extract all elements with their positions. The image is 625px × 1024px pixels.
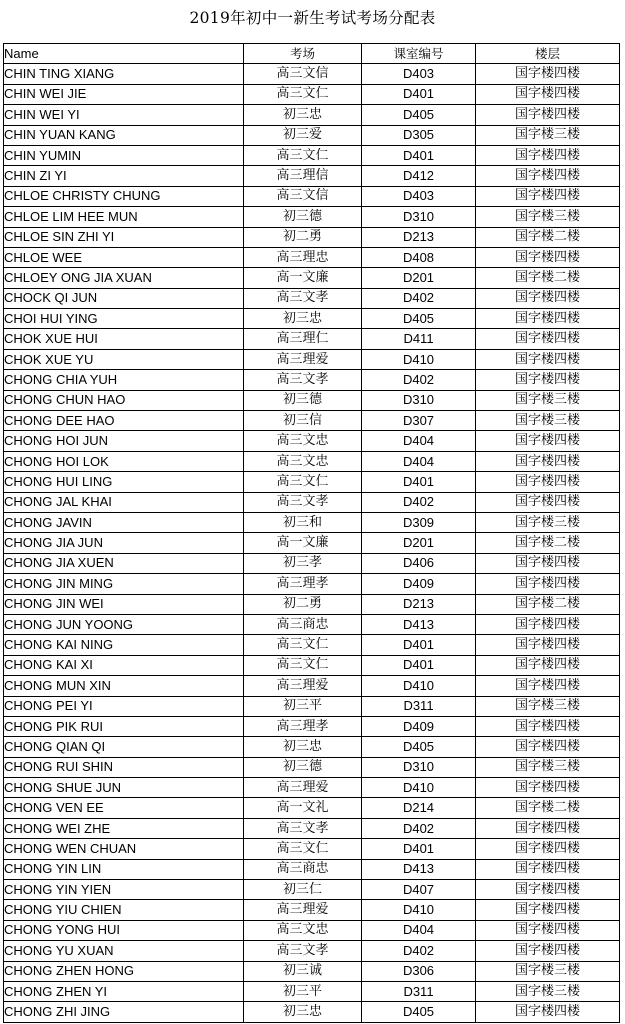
floor-cell: 国字楼四楼 <box>476 186 620 206</box>
exam-hall-cell: 高三理孝 <box>244 574 362 594</box>
table-row <box>4 941 620 961</box>
table-row <box>4 105 620 125</box>
exam-hall-cell: 高三理爱 <box>244 349 362 369</box>
floor-cell: 国字楼二楼 <box>476 798 620 818</box>
exam-hall-cell: 高三理爱 <box>244 778 362 798</box>
room-number-cell: D410 <box>362 900 476 920</box>
floor-cell: 国字楼四楼 <box>476 574 620 594</box>
student-name-cell: CHONG YIN YIEN <box>4 880 244 900</box>
table-row <box>4 757 620 777</box>
exam-hall-cell: 高三文孝 <box>244 818 362 838</box>
exam-hall-cell: 高三文忠 <box>244 431 362 451</box>
room-number-cell: D401 <box>362 839 476 859</box>
room-number-cell: D311 <box>362 981 476 1001</box>
table-row <box>4 492 620 512</box>
floor-cell: 国字楼四楼 <box>476 941 620 961</box>
exam-hall-cell: 高三文忠 <box>244 920 362 940</box>
room-number-cell: D213 <box>362 594 476 614</box>
student-name-cell: CHONG JIN WEI <box>4 594 244 614</box>
student-name-cell: CHONG JIA XUEN <box>4 553 244 573</box>
student-name-cell: CHONG MUN XIN <box>4 676 244 696</box>
student-name-cell: CHIN WEI JIE <box>4 84 244 104</box>
floor-cell: 国字楼三楼 <box>476 207 620 227</box>
room-number-cell: D409 <box>362 574 476 594</box>
table-row <box>4 268 620 288</box>
room-number-cell: D403 <box>362 64 476 84</box>
table-row <box>4 451 620 471</box>
floor-cell: 国字楼四楼 <box>476 818 620 838</box>
student-name-cell: CHONG HOI JUN <box>4 431 244 451</box>
exam-hall-cell: 高三文孝 <box>244 370 362 390</box>
exam-hall-cell: 高三商忠 <box>244 859 362 879</box>
room-number-cell: D413 <box>362 614 476 634</box>
exam-hall-cell: 高三商忠 <box>244 614 362 634</box>
exam-hall-cell: 高三理信 <box>244 166 362 186</box>
exam-hall-cell: 高三文仁 <box>244 655 362 675</box>
room-number-cell: D310 <box>362 207 476 227</box>
floor-cell: 国字楼四楼 <box>476 859 620 879</box>
student-name-cell: CHIN TING XIANG <box>4 64 244 84</box>
exam-hall-cell: 高三文仁 <box>244 145 362 165</box>
floor-cell: 国字楼四楼 <box>476 737 620 757</box>
exam-hall-cell: 高三文信 <box>244 64 362 84</box>
floor-cell: 国字楼四楼 <box>476 145 620 165</box>
student-name-cell: CHONG KAI NING <box>4 635 244 655</box>
room-number-cell: D310 <box>362 390 476 410</box>
table-row <box>4 84 620 104</box>
floor-cell: 国字楼四楼 <box>476 900 620 920</box>
floor-cell: 国字楼三楼 <box>476 411 620 431</box>
exam-hall-cell: 初三爱 <box>244 125 362 145</box>
floor-cell: 国字楼四楼 <box>476 166 620 186</box>
table-row <box>4 737 620 757</box>
floor-cell: 国字楼三楼 <box>476 981 620 1001</box>
student-name-cell: CHLOE SIN ZHI YI <box>4 227 244 247</box>
table-row <box>4 880 620 900</box>
room-number-cell: D402 <box>362 288 476 308</box>
floor-cell: 国字楼三楼 <box>476 390 620 410</box>
student-name-cell: CHONG YIU CHIEN <box>4 900 244 920</box>
table-row <box>4 676 620 696</box>
student-name-cell: CHONG ZHEN HONG <box>4 961 244 981</box>
floor-cell: 国字楼四楼 <box>476 635 620 655</box>
student-name-cell: CHLOEY ONG JIA XUAN <box>4 268 244 288</box>
table-row <box>4 247 620 267</box>
room-number-cell: D401 <box>362 655 476 675</box>
room-number-cell: D403 <box>362 186 476 206</box>
exam-hall-cell: 高三文仁 <box>244 635 362 655</box>
student-name-cell: CHONG JAVIN <box>4 512 244 532</box>
table-row <box>4 411 620 431</box>
exam-hall-cell: 高三文孝 <box>244 492 362 512</box>
table-row <box>4 696 620 716</box>
student-name-cell: CHONG RUI SHIN <box>4 757 244 777</box>
table-row <box>4 512 620 532</box>
table-row <box>4 309 620 329</box>
student-name-cell: CHONG JIN MING <box>4 574 244 594</box>
student-name-cell: CHOCK QI JUN <box>4 288 244 308</box>
room-number-cell: D404 <box>362 431 476 451</box>
table-row <box>4 431 620 451</box>
table-row <box>4 778 620 798</box>
exam-hall-cell: 高一文礼 <box>244 798 362 818</box>
room-number-cell: D402 <box>362 941 476 961</box>
student-name-cell: CHLOE CHRISTY CHUNG <box>4 186 244 206</box>
table-row <box>4 798 620 818</box>
exam-hall-cell: 初二勇 <box>244 594 362 614</box>
floor-cell: 国字楼四楼 <box>476 553 620 573</box>
room-number-cell: D408 <box>362 247 476 267</box>
floor-cell: 国字楼四楼 <box>476 655 620 675</box>
room-number-cell: D402 <box>362 492 476 512</box>
floor-cell: 国字楼三楼 <box>476 696 620 716</box>
room-number-cell: D405 <box>362 737 476 757</box>
room-number-cell: D411 <box>362 329 476 349</box>
room-number-cell: D410 <box>362 349 476 369</box>
table-row <box>4 920 620 940</box>
exam-hall-cell: 初三德 <box>244 757 362 777</box>
exam-hall-cell: 高一文廉 <box>244 533 362 553</box>
column-header-name: Name <box>4 44 244 64</box>
table-row <box>4 370 620 390</box>
exam-hall-cell: 高三文孝 <box>244 941 362 961</box>
room-number-cell: D406 <box>362 553 476 573</box>
student-name-cell: CHONG YONG HUI <box>4 920 244 940</box>
table-row <box>4 125 620 145</box>
table-header-row <box>4 44 620 64</box>
room-number-cell: D213 <box>362 227 476 247</box>
room-number-cell: D401 <box>362 635 476 655</box>
floor-cell: 国字楼二楼 <box>476 594 620 614</box>
student-name-cell: CHIN YUMIN <box>4 145 244 165</box>
floor-cell: 国字楼四楼 <box>476 472 620 492</box>
table-row <box>4 839 620 859</box>
table-row <box>4 349 620 369</box>
room-number-cell: D410 <box>362 778 476 798</box>
student-name-cell: CHONG YU XUAN <box>4 941 244 961</box>
student-name-cell: CHONG DEE HAO <box>4 411 244 431</box>
exam-allocation-table <box>3 43 620 1023</box>
room-number-cell: D410 <box>362 676 476 696</box>
exam-hall-cell: 初三平 <box>244 696 362 716</box>
student-name-cell: CHONG CHIA YUH <box>4 370 244 390</box>
floor-cell: 国字楼四楼 <box>476 247 620 267</box>
column-header-room-number: 课室编号 <box>362 44 476 64</box>
exam-hall-cell: 高三理爱 <box>244 900 362 920</box>
room-number-cell: D405 <box>362 309 476 329</box>
table-row <box>4 818 620 838</box>
room-number-cell: D401 <box>362 84 476 104</box>
exam-hall-cell: 初三忠 <box>244 1002 362 1022</box>
column-header-exam-hall: 考场 <box>244 44 362 64</box>
floor-cell: 国字楼四楼 <box>476 349 620 369</box>
floor-cell: 国字楼四楼 <box>476 105 620 125</box>
table-row <box>4 859 620 879</box>
student-name-cell: CHONG KAI XI <box>4 655 244 675</box>
student-name-cell: CHONG JUN YOONG <box>4 614 244 634</box>
table-row <box>4 635 620 655</box>
floor-cell: 国字楼四楼 <box>476 676 620 696</box>
exam-hall-cell: 高三理爱 <box>244 676 362 696</box>
floor-cell: 国字楼四楼 <box>476 370 620 390</box>
floor-cell: 国字楼四楼 <box>476 839 620 859</box>
student-name-cell: CHONG CHUN HAO <box>4 390 244 410</box>
room-number-cell: D404 <box>362 451 476 471</box>
room-number-cell: D214 <box>362 798 476 818</box>
floor-cell: 国字楼四楼 <box>476 880 620 900</box>
exam-hall-cell: 初三信 <box>244 411 362 431</box>
table-row <box>4 574 620 594</box>
student-name-cell: CHIN ZI YI <box>4 166 244 186</box>
room-number-cell: D201 <box>362 268 476 288</box>
student-name-cell: CHONG ZHEN YI <box>4 981 244 1001</box>
floor-cell: 国字楼四楼 <box>476 1002 620 1022</box>
student-name-cell: CHONG VEN EE <box>4 798 244 818</box>
table-row <box>4 1002 620 1022</box>
exam-hall-cell: 初三平 <box>244 981 362 1001</box>
exam-hall-cell: 初三诚 <box>244 961 362 981</box>
exam-hall-cell: 高三文仁 <box>244 84 362 104</box>
student-name-cell: CHONG HOI LOK <box>4 451 244 471</box>
room-number-cell: D402 <box>362 818 476 838</box>
table-row <box>4 329 620 349</box>
table-row <box>4 961 620 981</box>
floor-cell: 国字楼三楼 <box>476 757 620 777</box>
room-number-cell: D309 <box>362 512 476 532</box>
column-header-floor: 楼层 <box>476 44 620 64</box>
floor-cell: 国字楼二楼 <box>476 533 620 553</box>
table-row <box>4 145 620 165</box>
table-row <box>4 288 620 308</box>
exam-hall-cell: 高三文仁 <box>244 472 362 492</box>
table-row <box>4 186 620 206</box>
exam-hall-cell: 初二勇 <box>244 227 362 247</box>
table-row <box>4 981 620 1001</box>
floor-cell: 国字楼四楼 <box>476 431 620 451</box>
room-number-cell: D307 <box>362 411 476 431</box>
floor-cell: 国字楼四楼 <box>476 716 620 736</box>
floor-cell: 国字楼四楼 <box>476 309 620 329</box>
student-name-cell: CHONG PIK RUI <box>4 716 244 736</box>
floor-cell: 国字楼四楼 <box>476 778 620 798</box>
room-number-cell: D305 <box>362 125 476 145</box>
floor-cell: 国字楼四楼 <box>476 492 620 512</box>
room-number-cell: D201 <box>362 533 476 553</box>
page-title: 2019年初中一新生考试考场分配表 <box>189 9 436 27</box>
exam-hall-cell: 高一文廉 <box>244 268 362 288</box>
student-name-cell: CHONG WEI ZHE <box>4 818 244 838</box>
table-row <box>4 390 620 410</box>
exam-hall-cell: 高三理孝 <box>244 716 362 736</box>
room-number-cell: D401 <box>362 472 476 492</box>
floor-cell: 国字楼四楼 <box>476 84 620 104</box>
exam-hall-cell: 高三文孝 <box>244 288 362 308</box>
table-row <box>4 553 620 573</box>
floor-cell: 国字楼三楼 <box>476 125 620 145</box>
room-number-cell: D401 <box>362 145 476 165</box>
student-name-cell: CHLOE LIM HEE MUN <box>4 207 244 227</box>
exam-hall-cell: 高三理忠 <box>244 247 362 267</box>
floor-cell: 国字楼四楼 <box>476 451 620 471</box>
room-number-cell: D310 <box>362 757 476 777</box>
floor-cell: 国字楼四楼 <box>476 288 620 308</box>
student-name-cell: CHONG JIA JUN <box>4 533 244 553</box>
table-row <box>4 227 620 247</box>
exam-hall-cell: 初三忠 <box>244 309 362 329</box>
room-number-cell: D407 <box>362 880 476 900</box>
exam-hall-cell: 高三文忠 <box>244 451 362 471</box>
room-number-cell: D412 <box>362 166 476 186</box>
floor-cell: 国字楼四楼 <box>476 64 620 84</box>
room-number-cell: D409 <box>362 716 476 736</box>
student-name-cell: CHOK XUE HUI <box>4 329 244 349</box>
table-row <box>4 533 620 553</box>
floor-cell: 国字楼四楼 <box>476 614 620 634</box>
room-number-cell: D405 <box>362 1002 476 1022</box>
exam-hall-cell: 初三忠 <box>244 105 362 125</box>
table-row <box>4 64 620 84</box>
room-number-cell: D306 <box>362 961 476 981</box>
student-name-cell: CHOK XUE YU <box>4 349 244 369</box>
exam-hall-cell: 初三忠 <box>244 737 362 757</box>
student-name-cell: CHONG JAL KHAI <box>4 492 244 512</box>
room-number-cell: D405 <box>362 105 476 125</box>
student-name-cell: CHONG ZHI JING <box>4 1002 244 1022</box>
table-body <box>4 64 620 1022</box>
table-row <box>4 655 620 675</box>
exam-hall-cell: 初三孝 <box>244 553 362 573</box>
student-name-cell: CHIN YUAN KANG <box>4 125 244 145</box>
student-name-cell: CHONG PEI YI <box>4 696 244 716</box>
table-row <box>4 166 620 186</box>
student-name-cell: CHONG QIAN QI <box>4 737 244 757</box>
student-name-cell: CHONG SHUE JUN <box>4 778 244 798</box>
exam-hall-cell: 初三德 <box>244 390 362 410</box>
floor-cell: 国字楼二楼 <box>476 268 620 288</box>
floor-cell: 国字楼四楼 <box>476 920 620 940</box>
table-row <box>4 716 620 736</box>
exam-hall-cell: 高三理仁 <box>244 329 362 349</box>
floor-cell: 国字楼四楼 <box>476 329 620 349</box>
student-name-cell: CHOI HUI YING <box>4 309 244 329</box>
exam-hall-cell: 高三文仁 <box>244 839 362 859</box>
table-row <box>4 472 620 492</box>
student-name-cell: CHONG WEN CHUAN <box>4 839 244 859</box>
exam-hall-cell: 初三和 <box>244 512 362 532</box>
floor-cell: 国字楼三楼 <box>476 512 620 532</box>
student-name-cell: CHLOE WEE <box>4 247 244 267</box>
student-name-cell: CHONG YIN LIN <box>4 859 244 879</box>
table-row <box>4 614 620 634</box>
room-number-cell: D402 <box>362 370 476 390</box>
table-row <box>4 594 620 614</box>
student-name-cell: CHIN WEI YI <box>4 105 244 125</box>
exam-hall-cell: 初三德 <box>244 207 362 227</box>
room-number-cell: D404 <box>362 920 476 940</box>
exam-hall-cell: 高三文信 <box>244 186 362 206</box>
table-row <box>4 207 620 227</box>
floor-cell: 国字楼三楼 <box>476 961 620 981</box>
room-number-cell: D413 <box>362 859 476 879</box>
table-row <box>4 900 620 920</box>
student-name-cell: CHONG HUI LING <box>4 472 244 492</box>
exam-hall-cell: 初三仁 <box>244 880 362 900</box>
floor-cell: 国字楼二楼 <box>476 227 620 247</box>
room-number-cell: D311 <box>362 696 476 716</box>
